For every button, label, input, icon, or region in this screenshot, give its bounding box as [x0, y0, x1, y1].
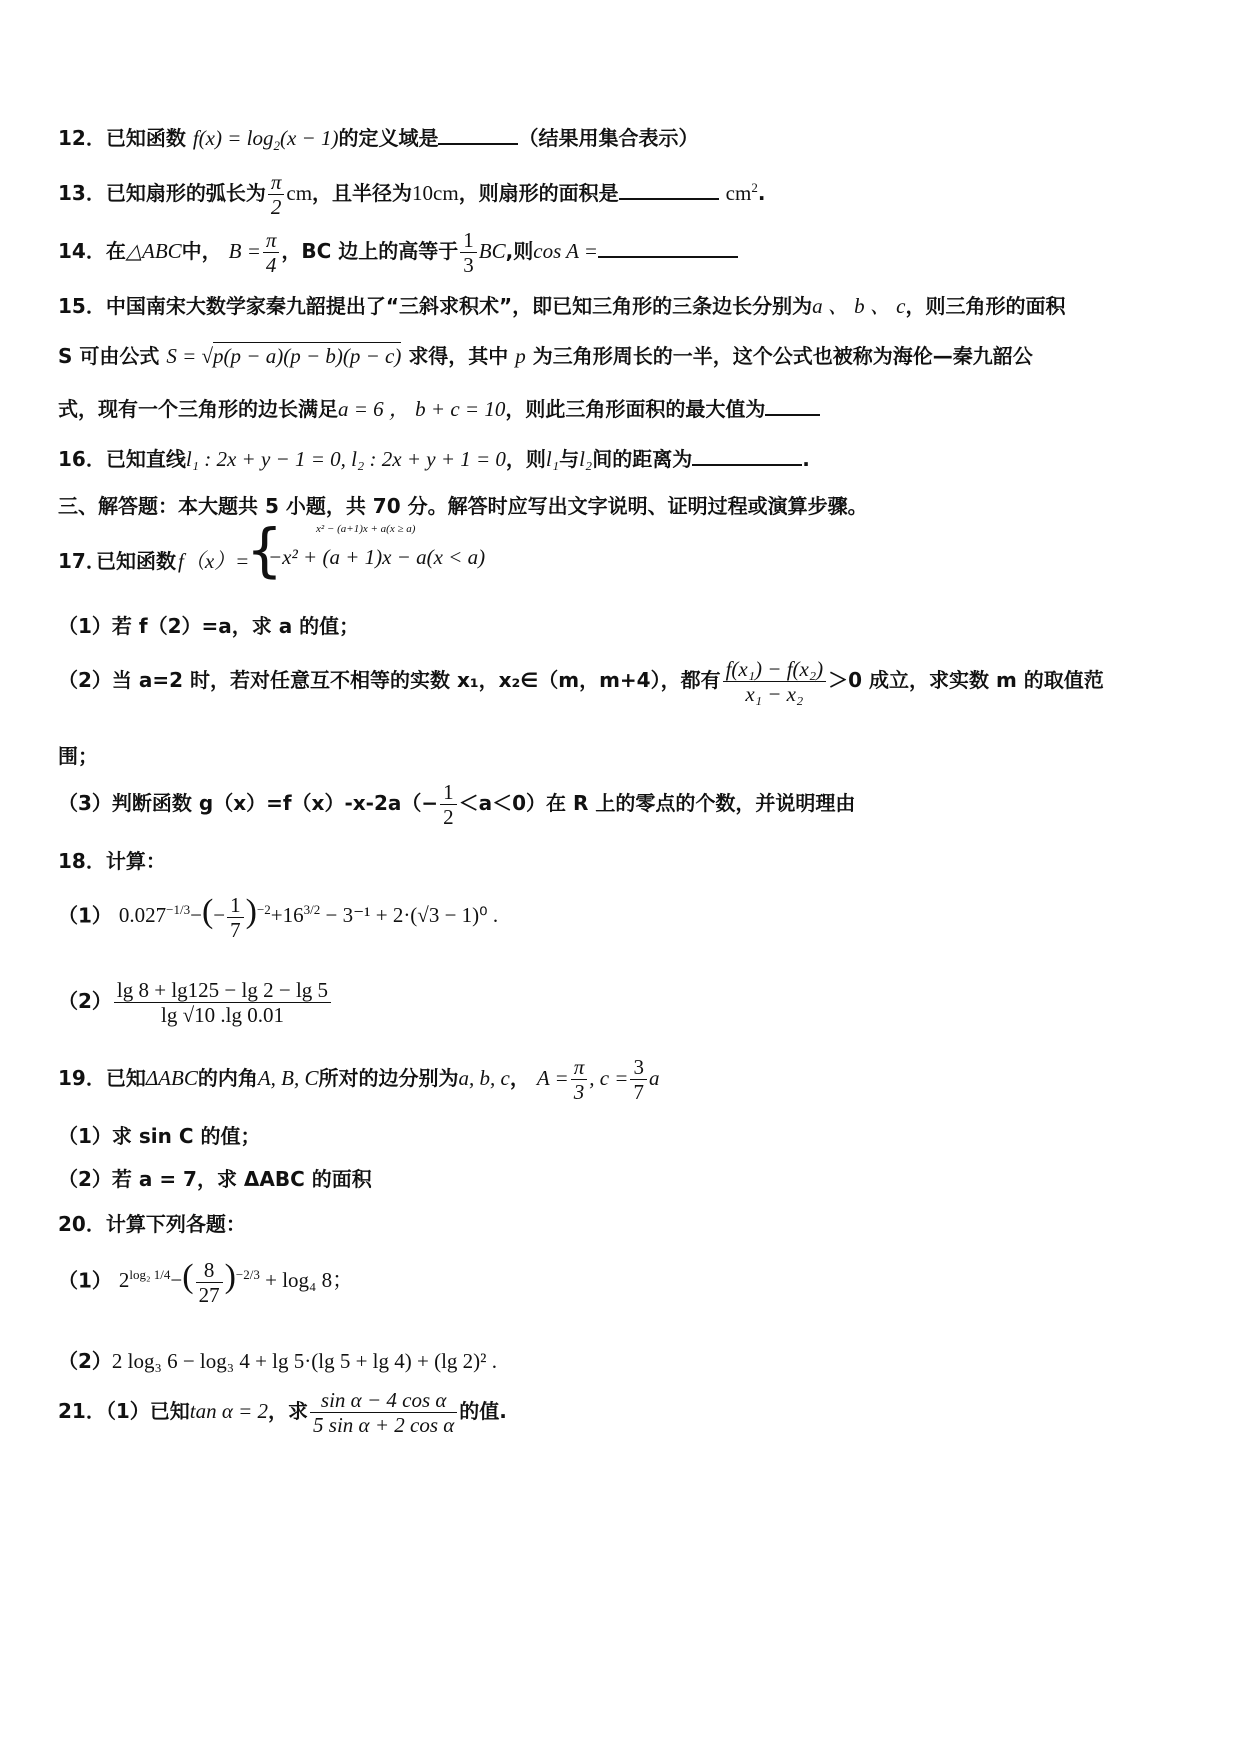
answer-blank[interactable]: [765, 394, 820, 416]
question-18: 18．计算：: [58, 849, 166, 873]
fraction: $\frac{\pi}{4}$: [263, 228, 280, 277]
question-14: 14．在△ABC中， B = $\frac{\pi}{4}$ ，BC 边上的高等于 $\frac{1}{3}$ BC,则cos A =: [58, 228, 738, 277]
question-number: 15．: [58, 294, 106, 318]
question-number: 18．: [58, 849, 106, 873]
formula: $2^{log_2 1/4}-$( $\frac{8}{27}$ )$^{-2/3}$ + log₄ 8；: [118, 1258, 354, 1308]
question-15-line-1: 15．中国南宋大数学家秦九韶提出了“三斜求积术”，即已知三角形的三条边长分别为a 、 b 、 c，则三角形的面积: [58, 294, 1066, 318]
fraction: $\frac{\pi}{3}$: [571, 1055, 588, 1104]
question-number: 19．: [58, 1066, 106, 1091]
question-13: 13．已知扇形的弧长为 $\frac{\pi}{2}$ cm，且半径为10cm，则扇形的面积是 $cm^2$.: [58, 170, 766, 220]
question-15-line-2: S 可由公式 S = √p(p − a)(p − b)(p − c) 求得，其中 p 为三角形周长的一半，这个公式也被称为海伦—秦九韶公: [58, 344, 1033, 368]
question-19-part-1: （1）求 sin C 的值；: [58, 1124, 261, 1148]
question-18-part-1: （1） $0.027^{-1/3}-(-$ $\frac{1}{7}$ )$^{-2}+16^{3/2} - 3^{-1} + 2\cdot(√3 - 1)^0$ .: [58, 893, 499, 943]
question-17-part-2: （2）当 a=2 时，若对任意互不相等的实数 x₁，x₂∈（m，m+4），都有 $\frac{\text{f(x₁) − f(x₂)}}{\text{x₁ − x₂}}$ ＞0 成立，求实数 m 的取值范: [58, 657, 1104, 707]
question-17-part-3: （3）判断函数 g（x）=f（x）-x-2a（− $\frac{1}{2}$ ＜a＜0）在 R 上的零点的个数，并说明理由: [58, 780, 856, 830]
question-number: 14．: [58, 239, 106, 264]
question-number: 13．: [58, 181, 106, 206]
formula: $0.027^{-1/3}-(-$ $\frac{1}{7}$ )$^{-2}+16^{3/2} - 3^{-1} + 2\cdot(√3 - 1)^0$ .: [118, 893, 499, 943]
question-number: 21．: [58, 1399, 106, 1424]
question-number: 12．: [58, 126, 106, 150]
question-20-part-1: （1） $2^{log_2 1/4}-$( $\frac{8}{27}$ )$^{-2/3}$ + log₄ 8；: [58, 1258, 354, 1308]
question-number: 16．: [58, 447, 106, 471]
question-16: 16．已知直线l₁ : 2x + y − 1 = 0, l₂ : 2x + y + 1 = 0，则l₁与l₂间的距离为 .: [58, 443, 810, 472]
section-heading: 三、解答题：本大题共 5 小题，共 70 分。解答时应写出文字说明、证明过程或演算步骤。: [58, 494, 868, 518]
question-21: 21．（1）已知tan α = 2，求 $\frac{\text{sin α − 4 cos α}}{\text{5 sin α + 2 cos α}}$ 的值.: [58, 1388, 507, 1438]
formula: $f(x) = \log_2(x - 1)$: [192, 126, 339, 154]
question-number: 20．: [58, 1212, 106, 1236]
formula: S = √p(p − a)(p − b)(p − c): [166, 344, 402, 368]
fraction: $\frac{\text{sin α − 4 cos α}}{\text{5 sin α + 2 cos α}}$: [310, 1388, 457, 1437]
answer-blank[interactable]: [692, 444, 802, 466]
question-17-part-1: （1）若 f（2）=a，求 a 的值；: [58, 614, 360, 638]
question-20-part-2: （2）2 log₃ 6 − log₃ 4 + lg 5·(lg 5 + lg 4) + (lg 2)² .: [58, 1349, 497, 1373]
answer-blank[interactable]: [619, 178, 719, 200]
answer-blank[interactable]: [598, 236, 738, 258]
fraction: $\frac{\pi}{2}$: [268, 170, 285, 219]
question-17-part-2-cont: 围；: [58, 744, 98, 768]
question-19-part-2: （2）若 a = 7，求 ΔABC 的面积: [58, 1167, 372, 1191]
question-18-part-2: （2） $\frac{\lg 8 + \lg 125 - \lg 2 - \lg 5}{\lg √10 .\lg 0.01}$: [58, 978, 333, 1027]
question-12: 12．已知函数 $f(x) = \log_2(x - 1)$的定义域是 （结果用集合表示）: [58, 122, 698, 154]
answer-blank[interactable]: [438, 123, 518, 145]
fraction: $\frac{1}{3}$: [460, 228, 477, 277]
question-19: 19．已知ΔABC的内角A, B, C所对的边分别为a, b, c， A = $\frac{\pi}{3}$ , c = $\frac{3}{7}$ a: [58, 1055, 660, 1105]
question-number: 17．: [58, 549, 106, 573]
fraction: $\frac{\text{f(x₁) − f(x₂)}}{\text{x₁ − x₂}}$: [723, 657, 827, 706]
fraction: $\frac{1}{2}$: [440, 780, 457, 829]
fraction: $\frac{\lg 8 + \lg 125 - \lg 2 - \lg 5}{\lg √10 .\lg 0.01}$: [114, 978, 331, 1027]
question-15-line-3: 式，现有一个三角形的边长满足a = 6 ， b + c = 10，则此三角形面积的最大值为: [58, 393, 820, 423]
brace: {: [246, 516, 283, 584]
question-20: 20．计算下列各题：: [58, 1212, 246, 1236]
fraction: $\frac{3}{7}$: [630, 1055, 647, 1104]
